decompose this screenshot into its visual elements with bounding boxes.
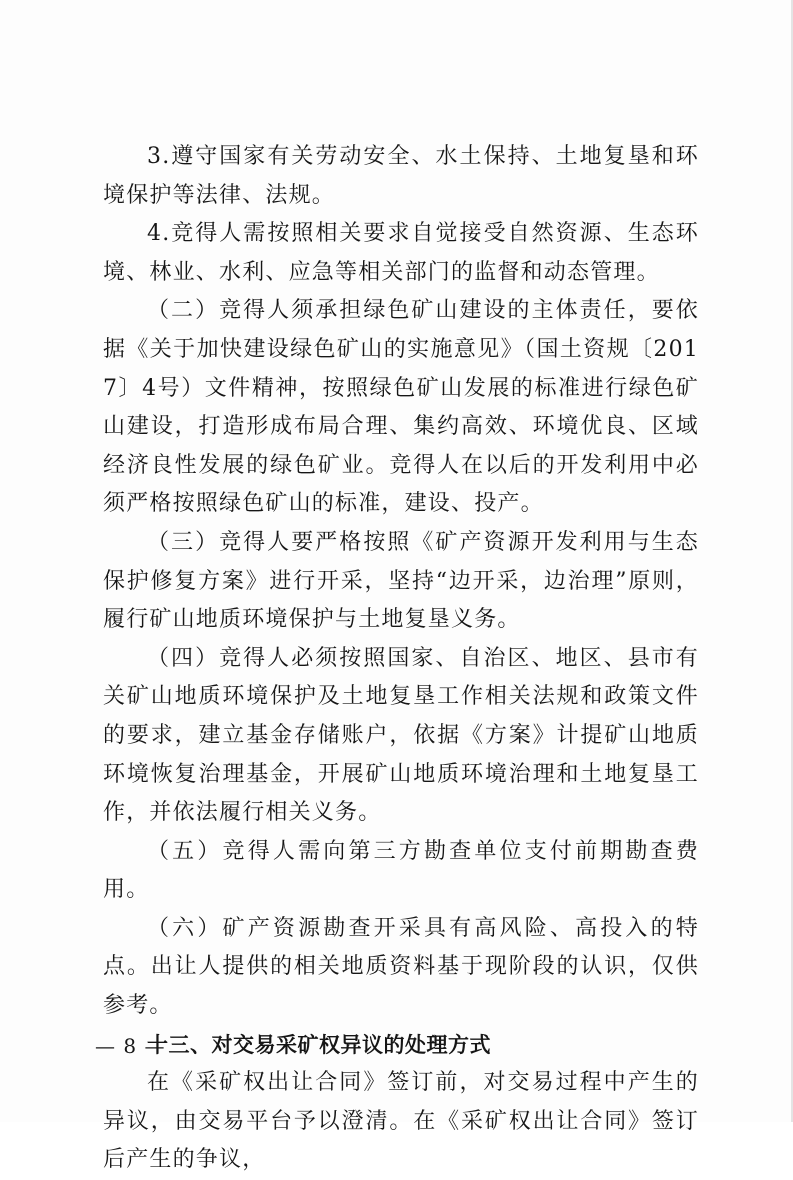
document-body xyxy=(103,138,699,1180)
paragraph-section-5: （五）竞得人需向第三方勘查单位支付前期勘查费用。 xyxy=(103,838,699,903)
paragraph-section-6: （六）矿产资源勘查开采具有高风险、高投入的特点。出让人提供的相关地质资料基于现阶段的认识，仅供参考。 xyxy=(103,915,699,1019)
paragraph-item-3: 3.遵守国家有关劳动安全、水土保持、土地复垦和环境保护等法律、法规。 xyxy=(103,144,699,208)
paragraph-item-4: 4.竞得人需按照相关要求自觉接受自然资源、生态环境、林业、水利、应急等相关部门的监督和动态管理。 xyxy=(103,221,699,285)
paragraph-section-4: （四）竞得人必须按照国家、自治区、地区、县市有关矿山地质环境保护及土地复垦工作相关法规和政策文件的要求，建立基金存储账户，依据《方案》计提矿山地质环境恢复治理基金，开展矿山地质环境治理和土地复垦工作，并依法履行相关义务。 xyxy=(103,645,699,826)
paragraph-section-2: （二）竞得人须承担绿色矿山建设的主体责任，要依据《关于加快建设绿色矿山的实施意见》（国土资规〔2017〕4号）文件精神，按照绿色矿山发展的标准进行绿色矿山建设，打造形成布局合理、集约高效、环境优良、区域经济良性发展的绿色矿业。竞得人在以后的开发利用中必须严格按照绿色矿山的标准，建设、投产。 xyxy=(103,298,699,517)
page-number: — 8 — xyxy=(95,1034,166,1058)
paragraph-dispute: 在《采矿权出让合同》签订前，对交易过程中产生的异议，由交易平台予以澄清。在《采矿权出让合同》签订后产生的争议， xyxy=(103,1070,699,1173)
section-heading: 十三、对交易采矿权异议的处理方式 xyxy=(147,1032,491,1057)
paragraph-section-3: （三）竞得人要严格按照《矿产资源开发利用与生态保护修复方案》进行开采，坚持“边开采，边治理”原则，履行矿山地质环境保护与土地复垦义务。 xyxy=(103,529,699,633)
